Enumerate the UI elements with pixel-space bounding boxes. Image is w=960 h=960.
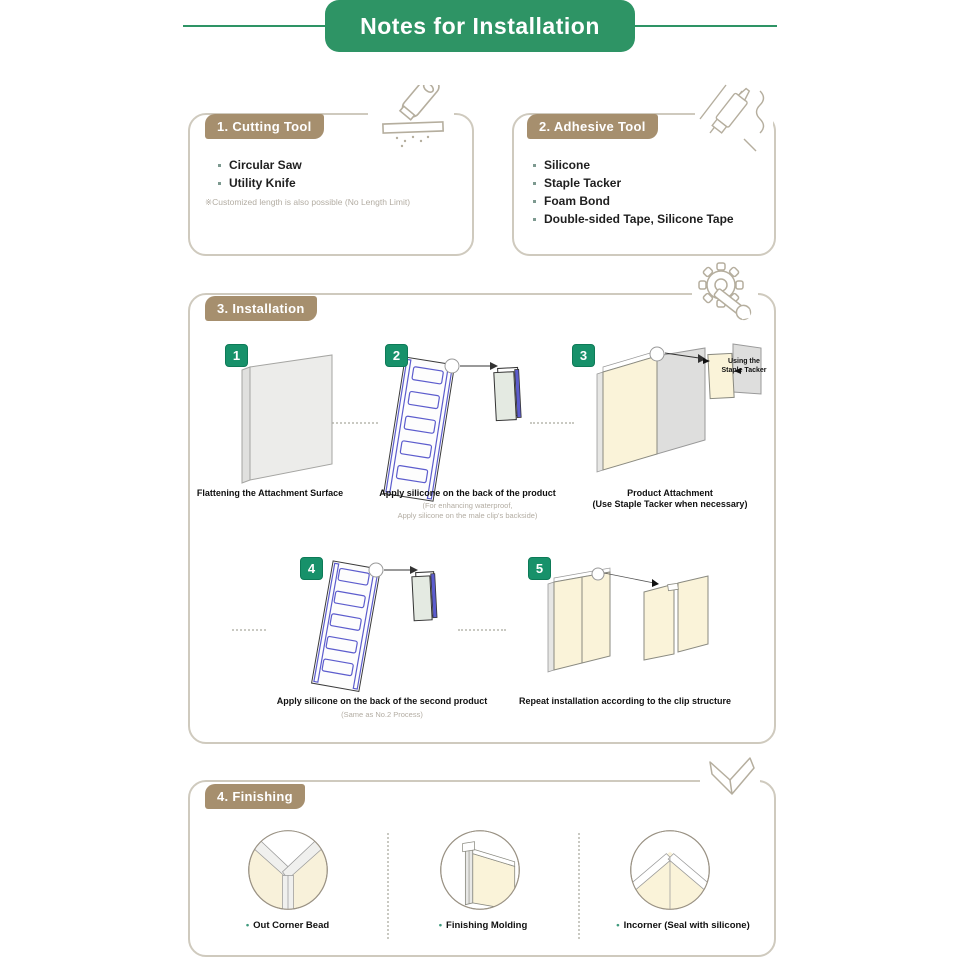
caulk-gun-icon [695,82,773,154]
step-2-silicone-diagram [378,350,524,502]
step-2-caption: Apply silicone on the back of the product [379,488,556,498]
section-adhesive-label: 2. Adhesive Tool [527,114,658,139]
corner-trim-icon [700,754,760,810]
circular-saw-icon [368,84,454,154]
dotted-separator [530,422,574,424]
page-title: Notes for Installation [325,0,635,52]
out-corner-bead-diagram [246,828,330,912]
step-3-caption: Product Attachment [627,488,713,498]
list-item: Staple Tacker [533,174,734,192]
step-4-caption: Apply silicone on the back of the second product [276,696,488,706]
dotted-divider [387,833,389,939]
step-2-subcaption: (For enhancing waterproof, [422,501,513,510]
step-1-caption: Flattening the Attachment Surface [196,488,344,498]
finishing-caption: • Incorner (Seal with silicone) [608,920,758,931]
step-3-annotation: Using the Staple Tacker [721,358,767,374]
adhesive-tool-list [533,156,734,228]
finishing-caption: • Out Corner Bead [230,920,345,931]
list-item: Double-sided Tape, Silicone Tape [533,210,734,228]
list-item: Silicone [533,156,734,174]
step-4-silicone-diagram [310,556,450,696]
list-item: Utility Knife [218,174,302,192]
cutting-tool-list [218,156,302,192]
cutting-note: ※Customized length is also possible (No Length Limit) [205,197,411,207]
section-installation-label: 3. Installation [205,296,317,321]
step-number-1: 1 [225,344,248,367]
step-number-2: 2 [385,344,408,367]
finishing-molding-diagram [438,828,522,912]
list-item: Foam Bond [533,192,734,210]
dotted-divider [578,833,580,939]
gear-wrench-icon [692,260,758,324]
step-4-subcaption: (Same as No.2 Process) [341,710,423,719]
dotted-separator [458,629,506,631]
step-number-4: 4 [300,557,323,580]
step-number-5: 5 [528,557,551,580]
step-3-caption-line2: (Use Staple Tacker when necessary) [592,499,748,509]
step-1-panel-diagram [228,352,343,488]
section-finishing-label: 4. Finishing [205,784,305,809]
incorner-diagram [628,828,712,912]
step-5-repeat-diagram [538,558,718,688]
step-2-subcaption: Apply silicone on the male clip's backside) [397,511,538,520]
step-number-3: 3 [572,344,595,367]
section-cutting-label: 1. Cutting Tool [205,114,324,139]
list-item: Circular Saw [218,156,302,174]
step-5-caption: Repeat installation according to the clip structure [518,696,732,706]
finishing-caption: • Finishing Molding [428,920,538,931]
dotted-separator [232,629,266,631]
